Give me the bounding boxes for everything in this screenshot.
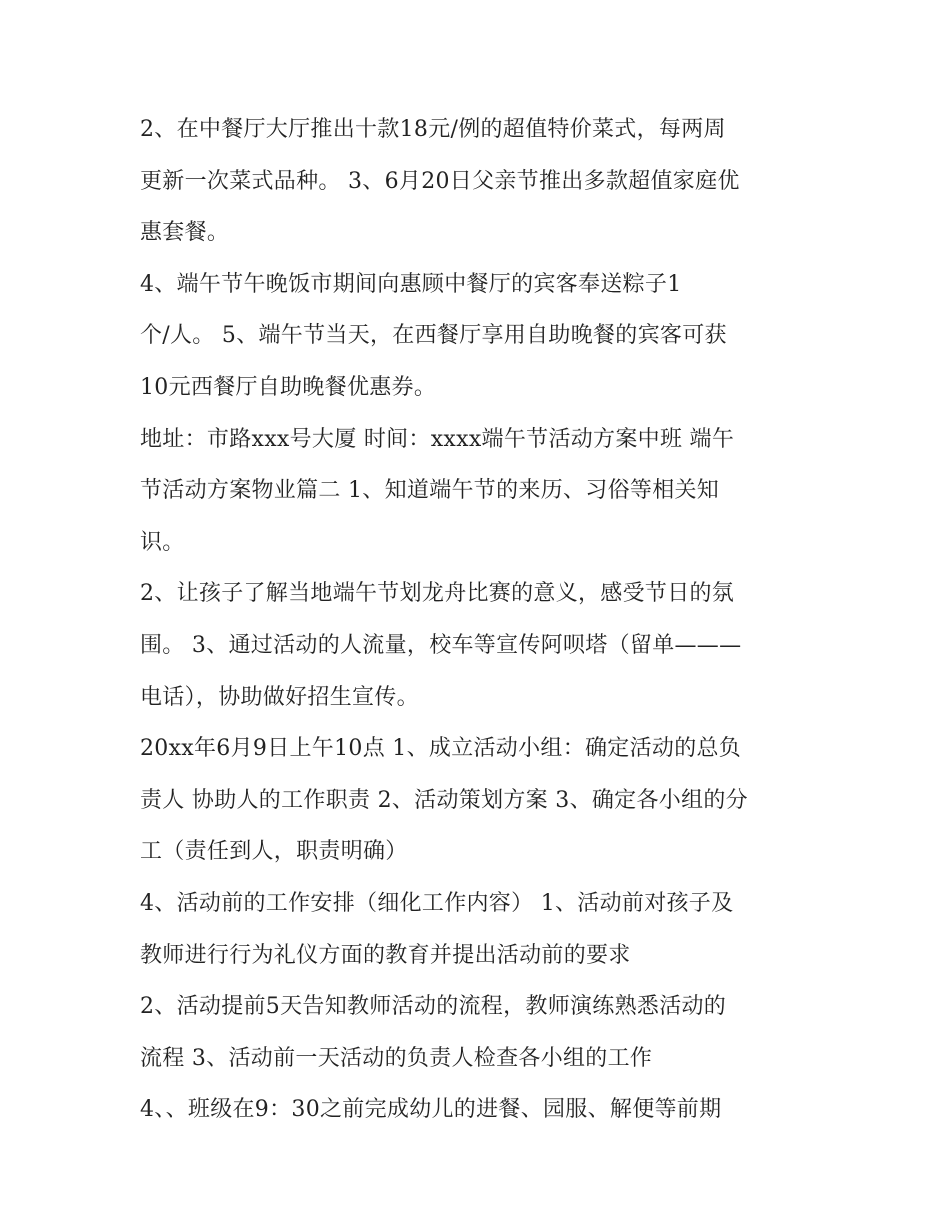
- text-line: 流程 3、活动前一天活动的负责人检查各小组的工作: [140, 1045, 653, 1071]
- text-line: 地址：市路xxx号大厦 时间：xxxx端午节活动方案中班 端午: [140, 426, 735, 452]
- text-line: 惠套餐。: [140, 220, 230, 246]
- text-line: 10元西餐厅自助晚餐优惠券。: [140, 374, 437, 400]
- text-line: 工（责任到人，职责明确）: [140, 839, 408, 865]
- text-line: 个/人。 5、端午节当天，在西餐厅享用自助晚餐的宾客可获: [140, 323, 727, 349]
- text-line: 责人 协助人的工作职责 2、活动策划方案 3、确定各小组的分: [140, 787, 748, 813]
- text-line: 识。: [140, 529, 185, 555]
- text-line: 2、活动提前5天告知教师活动的流程，教师演练熟悉活动的: [140, 994, 727, 1020]
- text-line: 电话），协助做好招生宣传。: [140, 684, 419, 710]
- text-line: 教师进行行为礼仪方面的教育并提出活动前的要求: [140, 942, 631, 968]
- text-line: 20xx年6月9日上午10点 1、成立活动小组：确定活动的总负: [140, 736, 742, 762]
- text-line: 节活动方案物业篇二 1、知道端午节的来历、习俗等相关知: [140, 478, 720, 504]
- text-line: 4、端午节午晚饭市期间向惠顾中餐厅的宾客奉送粽子1: [140, 271, 682, 297]
- text-line: 2、让孩子了解当地端午节划龙舟比赛的意义，感受节日的氛: [140, 581, 735, 607]
- text-line: 4、活动前的工作安排（细化工作内容） 1、活动前对孩子及: [140, 890, 734, 916]
- text-line: 4、、班级在9：30之前完成幼儿的进餐、园服、解便等前期: [140, 1097, 722, 1123]
- text-line: 更新一次菜式品种。 3、6月20日父亲节推出多款超值家庭优: [140, 168, 740, 194]
- text-line: 2、在中餐厅大厅推出十款18元/例的超值特价菜式，每两周: [140, 117, 726, 142]
- document-body: [140, 104, 810, 1136]
- text-line: 围。 3、通过活动的人流量，校车等宣传阿呗塔（留单———: [140, 632, 742, 658]
